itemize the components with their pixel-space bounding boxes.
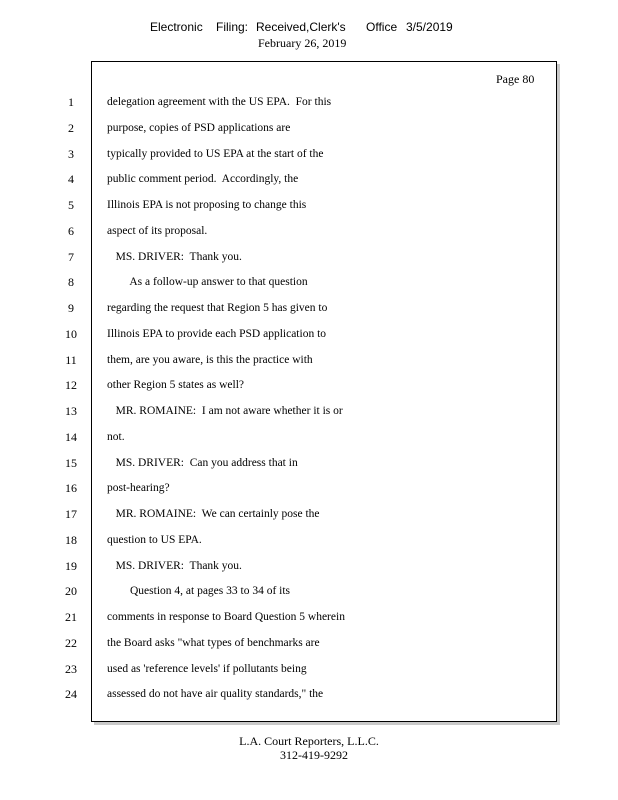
line-number: 23	[65, 662, 77, 676]
line-text: the Board asks "what types of benchmarks are	[107, 637, 320, 649]
line-number: 3	[68, 147, 74, 161]
line-number: 22	[65, 636, 77, 650]
line-text: purpose, copies of PSD applications are	[107, 122, 291, 134]
line-text: post-hearing?	[107, 482, 170, 494]
line-number: 21	[65, 610, 77, 624]
line-number: 1	[68, 95, 74, 109]
line-text: Illinois EPA to provide each PSD application to	[107, 328, 327, 340]
line-text: MS. DRIVER: Thank you.	[107, 251, 242, 263]
line-number: 19	[65, 559, 77, 573]
line-number: 5	[68, 198, 74, 212]
line-number: 15	[65, 456, 77, 470]
line-number: 16	[65, 481, 77, 495]
stamp-date: 3/5/2019	[406, 20, 453, 34]
footer-phone: 312-419-9292	[280, 748, 348, 762]
line-text: public comment period. Accordingly, the	[107, 173, 299, 185]
line-text: assessed do not have air quality standards," the	[107, 688, 324, 700]
stamp-received: Received,Clerk's	[256, 20, 346, 34]
filed-date: February 26, 2019	[258, 36, 347, 50]
line-number: 20	[65, 584, 77, 598]
line-number: 24	[65, 687, 77, 701]
line-number: 6	[68, 224, 74, 238]
line-text: regarding the request that Region 5 has given to	[107, 302, 328, 314]
stamp-filing: Filing:	[216, 20, 249, 34]
line-number: 18	[65, 533, 77, 547]
line-text: MR. ROMAINE: I am not aware whether it is or	[107, 405, 343, 417]
stamp-office: Office	[366, 20, 398, 34]
line-number: 17	[65, 507, 77, 521]
line-text: comments in response to Board Question 5 wherein	[107, 611, 345, 623]
line-text: MR. ROMAINE: We can certainly pose the	[107, 508, 320, 520]
footer-company: L.A. Court Reporters, L.L.C.	[239, 734, 379, 748]
line-number: 2	[68, 121, 74, 135]
line-number: 13	[65, 404, 77, 418]
line-number: 4	[68, 172, 74, 186]
line-text: MS. DRIVER: Can you address that in	[107, 457, 298, 469]
line-text: As a follow-up answer to that question	[107, 276, 308, 288]
line-text: them, are you aware, is this the practice with	[107, 354, 313, 366]
line-text: delegation agreement with the US EPA. For this	[107, 96, 332, 108]
line-text: Illinois EPA is not proposing to change this	[107, 199, 307, 211]
line-text: Question 4, at pages 33 to 34 of its	[107, 585, 291, 597]
line-number: 7	[68, 250, 74, 264]
line-number: 11	[65, 353, 77, 367]
line-text: typically provided to US EPA at the start of the	[107, 148, 324, 160]
line-number: 10	[65, 327, 77, 341]
page-number: Page 80	[496, 72, 535, 86]
line-number: 8	[68, 275, 74, 289]
stamp-electronic: Electronic	[150, 20, 203, 34]
line-text: used as 'reference levels' if pollutants being	[107, 663, 307, 675]
line-text: MS. DRIVER: Thank you.	[107, 560, 242, 572]
line-text: not.	[107, 431, 125, 443]
line-text: other Region 5 states as well?	[107, 379, 245, 391]
line-number: 12	[65, 378, 77, 392]
line-text: aspect of its proposal.	[107, 225, 208, 237]
line-text: question to US EPA.	[107, 534, 202, 546]
line-number: 9	[68, 301, 74, 315]
line-number: 14	[65, 430, 77, 444]
